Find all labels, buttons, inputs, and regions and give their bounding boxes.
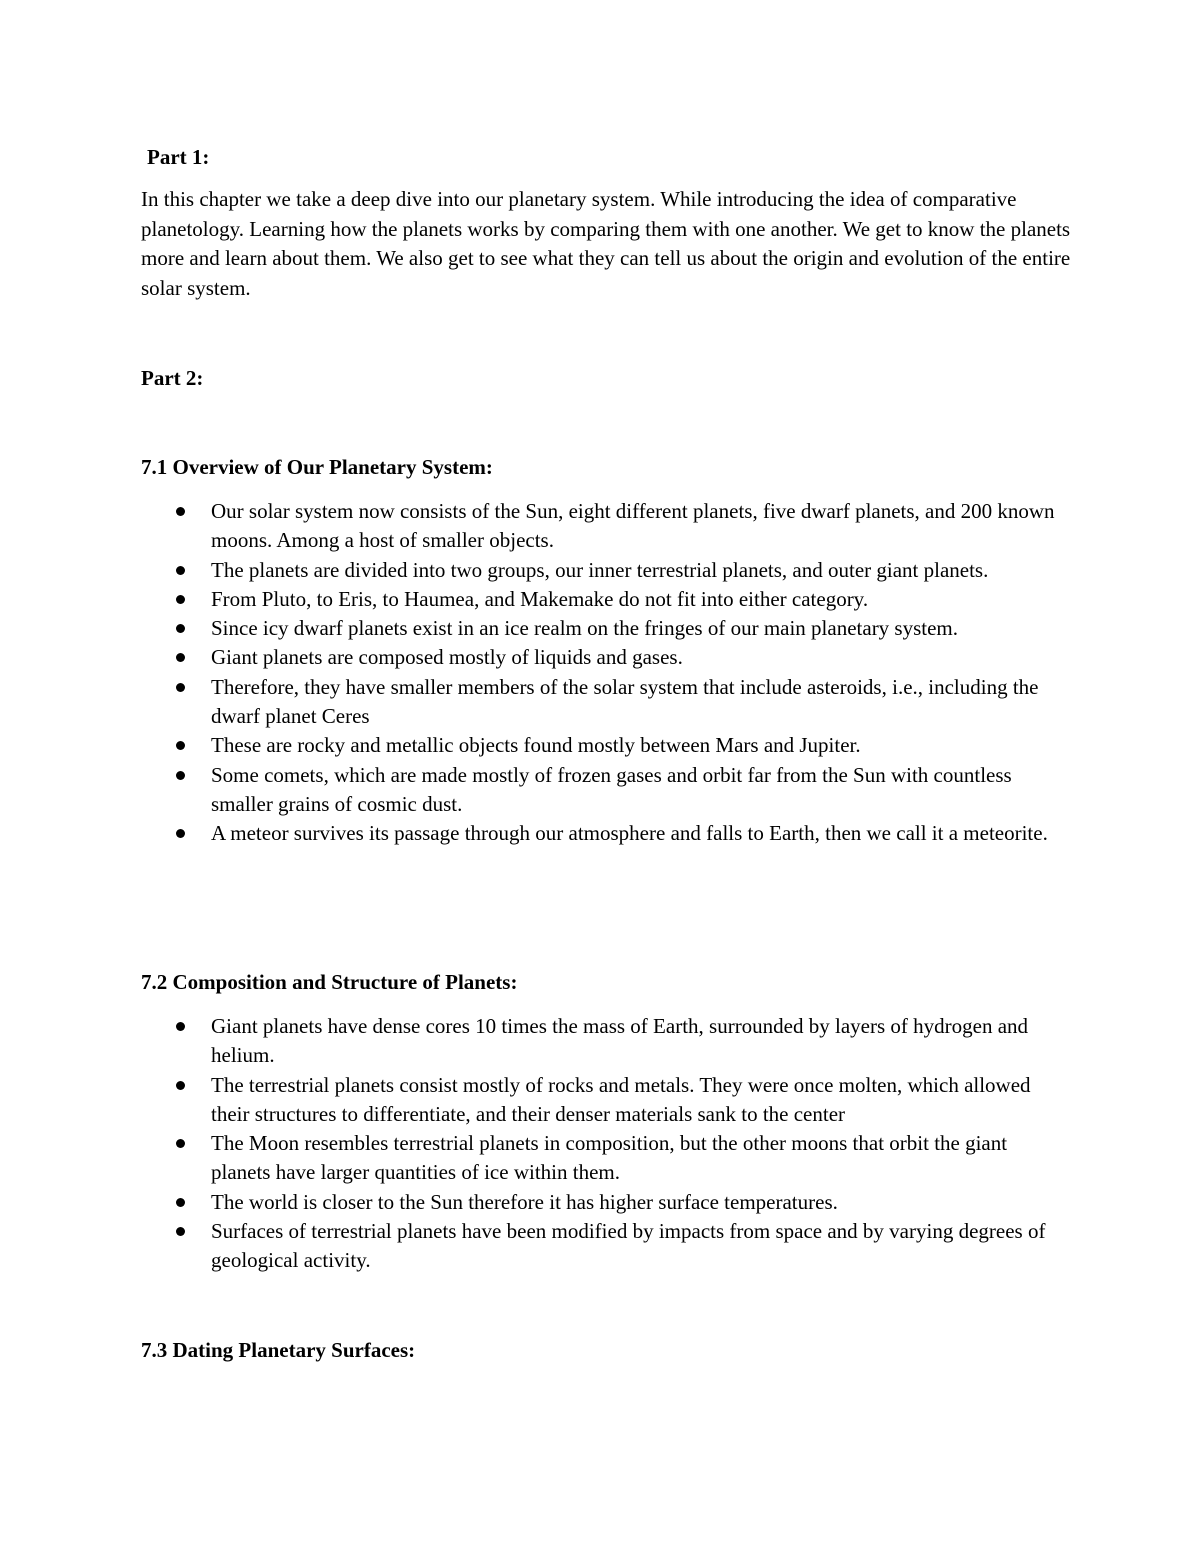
list-item: Our solar system now consists of the Sun, eight different planets, five dwarf planets, and 200 known moons. Among a host of smaller objects. [0, 497, 1066, 556]
bullet-icon [176, 771, 185, 780]
list-item: These are rocky and metallic objects found mostly between Mars and Jupiter. [0, 731, 1066, 760]
bullet-icon [176, 1227, 185, 1236]
bullet-icon [176, 1139, 185, 1148]
list-item: Some comets, which are made mostly of frozen gases and orbit far from the Sun with countless smaller grains of cosmic dust. [0, 761, 1066, 820]
bullet-icon [176, 741, 185, 750]
bullet-icon [176, 653, 185, 662]
list-item: The world is closer to the Sun therefore it has higher surface temperatures. [0, 1188, 1066, 1217]
bullet-icon [176, 1198, 185, 1207]
section-7-3-heading: 7.3 Dating Planetary Surfaces: [141, 1338, 416, 1362]
bullet-icon [176, 624, 185, 633]
section-7-1-list [0, 497, 1100, 849]
list-item: The terrestrial planets consist mostly of rocks and metals. They were once molten, which allowed their structures to differentiate, and their denser materials sank to the center [0, 1071, 1066, 1130]
bullet-icon [176, 1022, 185, 1031]
list-item: Since icy dwarf planets exist in an ice realm on the fringes of our main planetary system. [0, 614, 1066, 643]
section-7-2-heading: 7.2 Composition and Structure of Planets: [141, 970, 518, 994]
bullet-icon [176, 595, 185, 604]
list-item: The planets are divided into two groups, our inner terrestrial planets, and outer giant planets. [0, 556, 1066, 585]
part1-heading: Part 1: [147, 145, 210, 169]
list-item: Giant planets are composed mostly of liquids and gases. [0, 643, 1066, 672]
bullet-icon [176, 683, 185, 692]
bullet-icon [176, 829, 185, 838]
list-item: From Pluto, to Eris, to Haumea, and Makemake do not fit into either category. [0, 585, 1066, 614]
section-7-1-heading: 7.1 Overview of Our Planetary System: [141, 455, 493, 479]
list-item: The Moon resembles terrestrial planets in composition, but the other moons that orbit the giant planets have larger quantities of ice within them. [0, 1129, 1066, 1188]
list-item: A meteor survives its passage through our atmosphere and falls to Earth, then we call it a meteorite. [0, 819, 1066, 848]
list-item: Therefore, they have smaller members of the solar system that include asteroids, i.e., including the dwarf planet Ceres [0, 673, 1066, 732]
bullet-icon [176, 1081, 185, 1090]
bullet-icon [176, 507, 185, 516]
list-item: Surfaces of terrestrial planets have been modified by impacts from space and by varying degrees of geological activity. [0, 1217, 1066, 1276]
list-item: Giant planets have dense cores 10 times the mass of Earth, surrounded by layers of hydrogen and helium. [0, 1012, 1066, 1071]
section-7-2-list [0, 1012, 1100, 1276]
part2-heading: Part 2: [141, 366, 204, 390]
bullet-icon [176, 566, 185, 575]
part1-paragraph: In this chapter we take a deep dive into our planetary system. While introducing the idea of comparative planetology. Learning how the planets works by comparing them with one another. We get to know the planets more and learn about them. We also get to see what they can tell us about the origin and evolution of the entire solar system. [141, 187, 1071, 300]
